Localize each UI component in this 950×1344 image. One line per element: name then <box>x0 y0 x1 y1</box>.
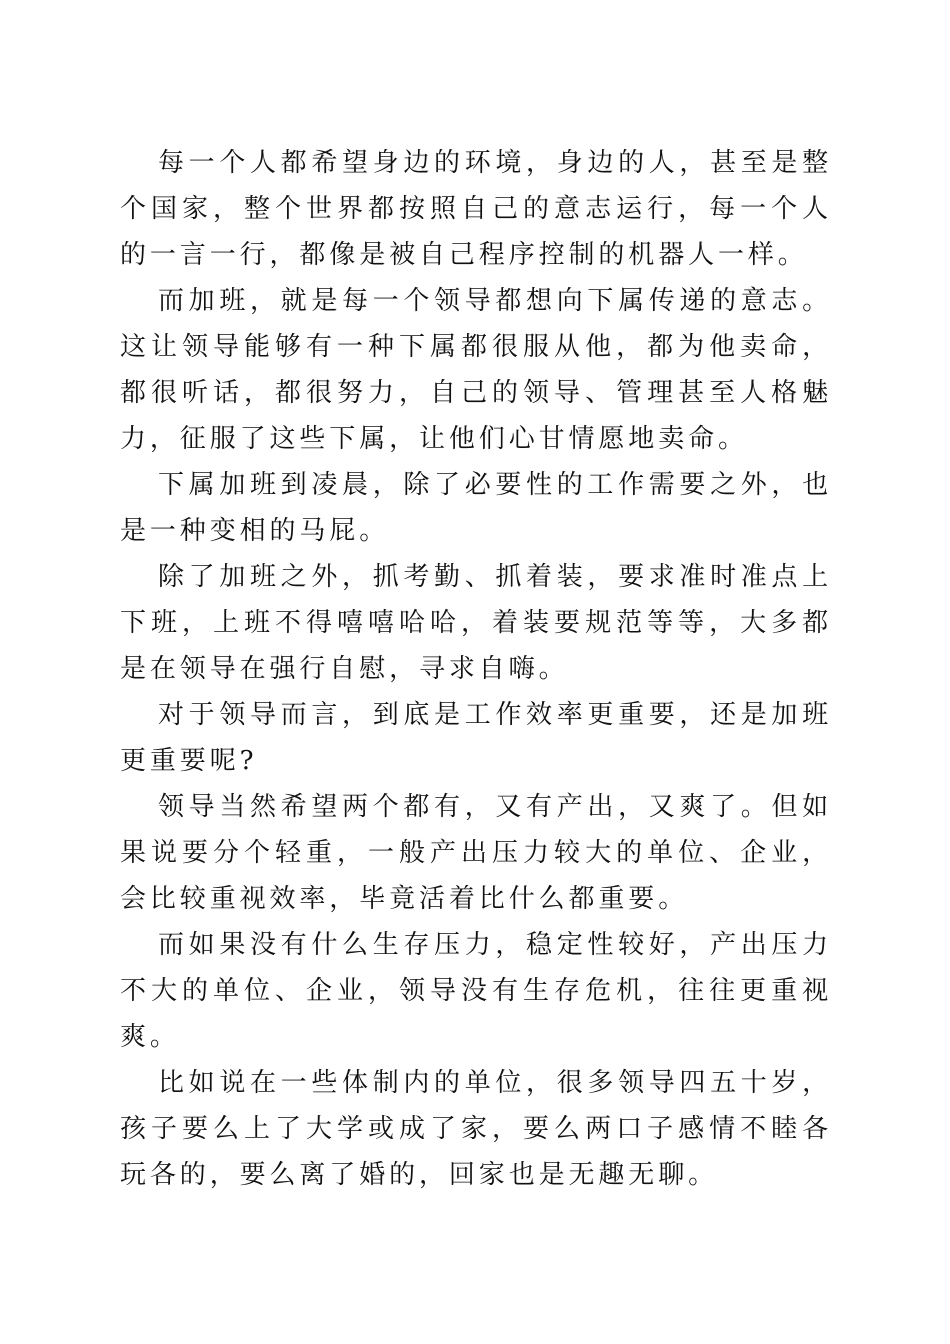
paragraph-7: 而如果没有什么生存压力，稳定性较好，产出压力不大的单位、企业，领导没有生存危机，往往更重视爽。 <box>120 930 832 1052</box>
paragraph-3: 下属加班到凌晨，除了必要性的工作需要之外，也是一种变相的马屁。 <box>120 470 832 546</box>
paragraph-6: 领导当然希望两个都有，又有产出，又爽了。但如果说要分个轻重，一般产出压力较大的单位、企业，会比较重视效率，毕竟活着比什么都重要。 <box>120 792 832 914</box>
paragraph-2: 而加班，就是每一个领导都想向下属传递的意志。这让领导能够有一种下属都很服从他，都为他卖命，都很听话，都很努力，自己的领导、管理甚至人格魅力，征服了这些下属，让他们心甘情愿地卖命。 <box>120 286 832 454</box>
paragraph-8: 比如说在一些体制内的单位，很多领导四五十岁，孩子要么上了大学或成了家，要么两口子感情不睦各玩各的，要么离了婚的，回家也是无趣无聊。 <box>120 1068 832 1190</box>
paragraph-4: 除了加班之外，抓考勤、抓着装，要求准时准点上下班，上班不得嘻嘻哈哈，着装要规范等等，大多都是在领导在强行自慰，寻求自嗨。 <box>120 562 832 684</box>
paragraph-1: 每一个人都希望身边的环境，身边的人，甚至是整个国家，整个世界都按照自己的意志运行，每一个人的一言一行，都像是被自己程序控制的机器人一样。 <box>120 148 832 270</box>
paragraph-5: 对于领导而言，到底是工作效率更重要，还是加班更重要呢? <box>120 700 832 776</box>
body-text <box>120 140 832 1198</box>
